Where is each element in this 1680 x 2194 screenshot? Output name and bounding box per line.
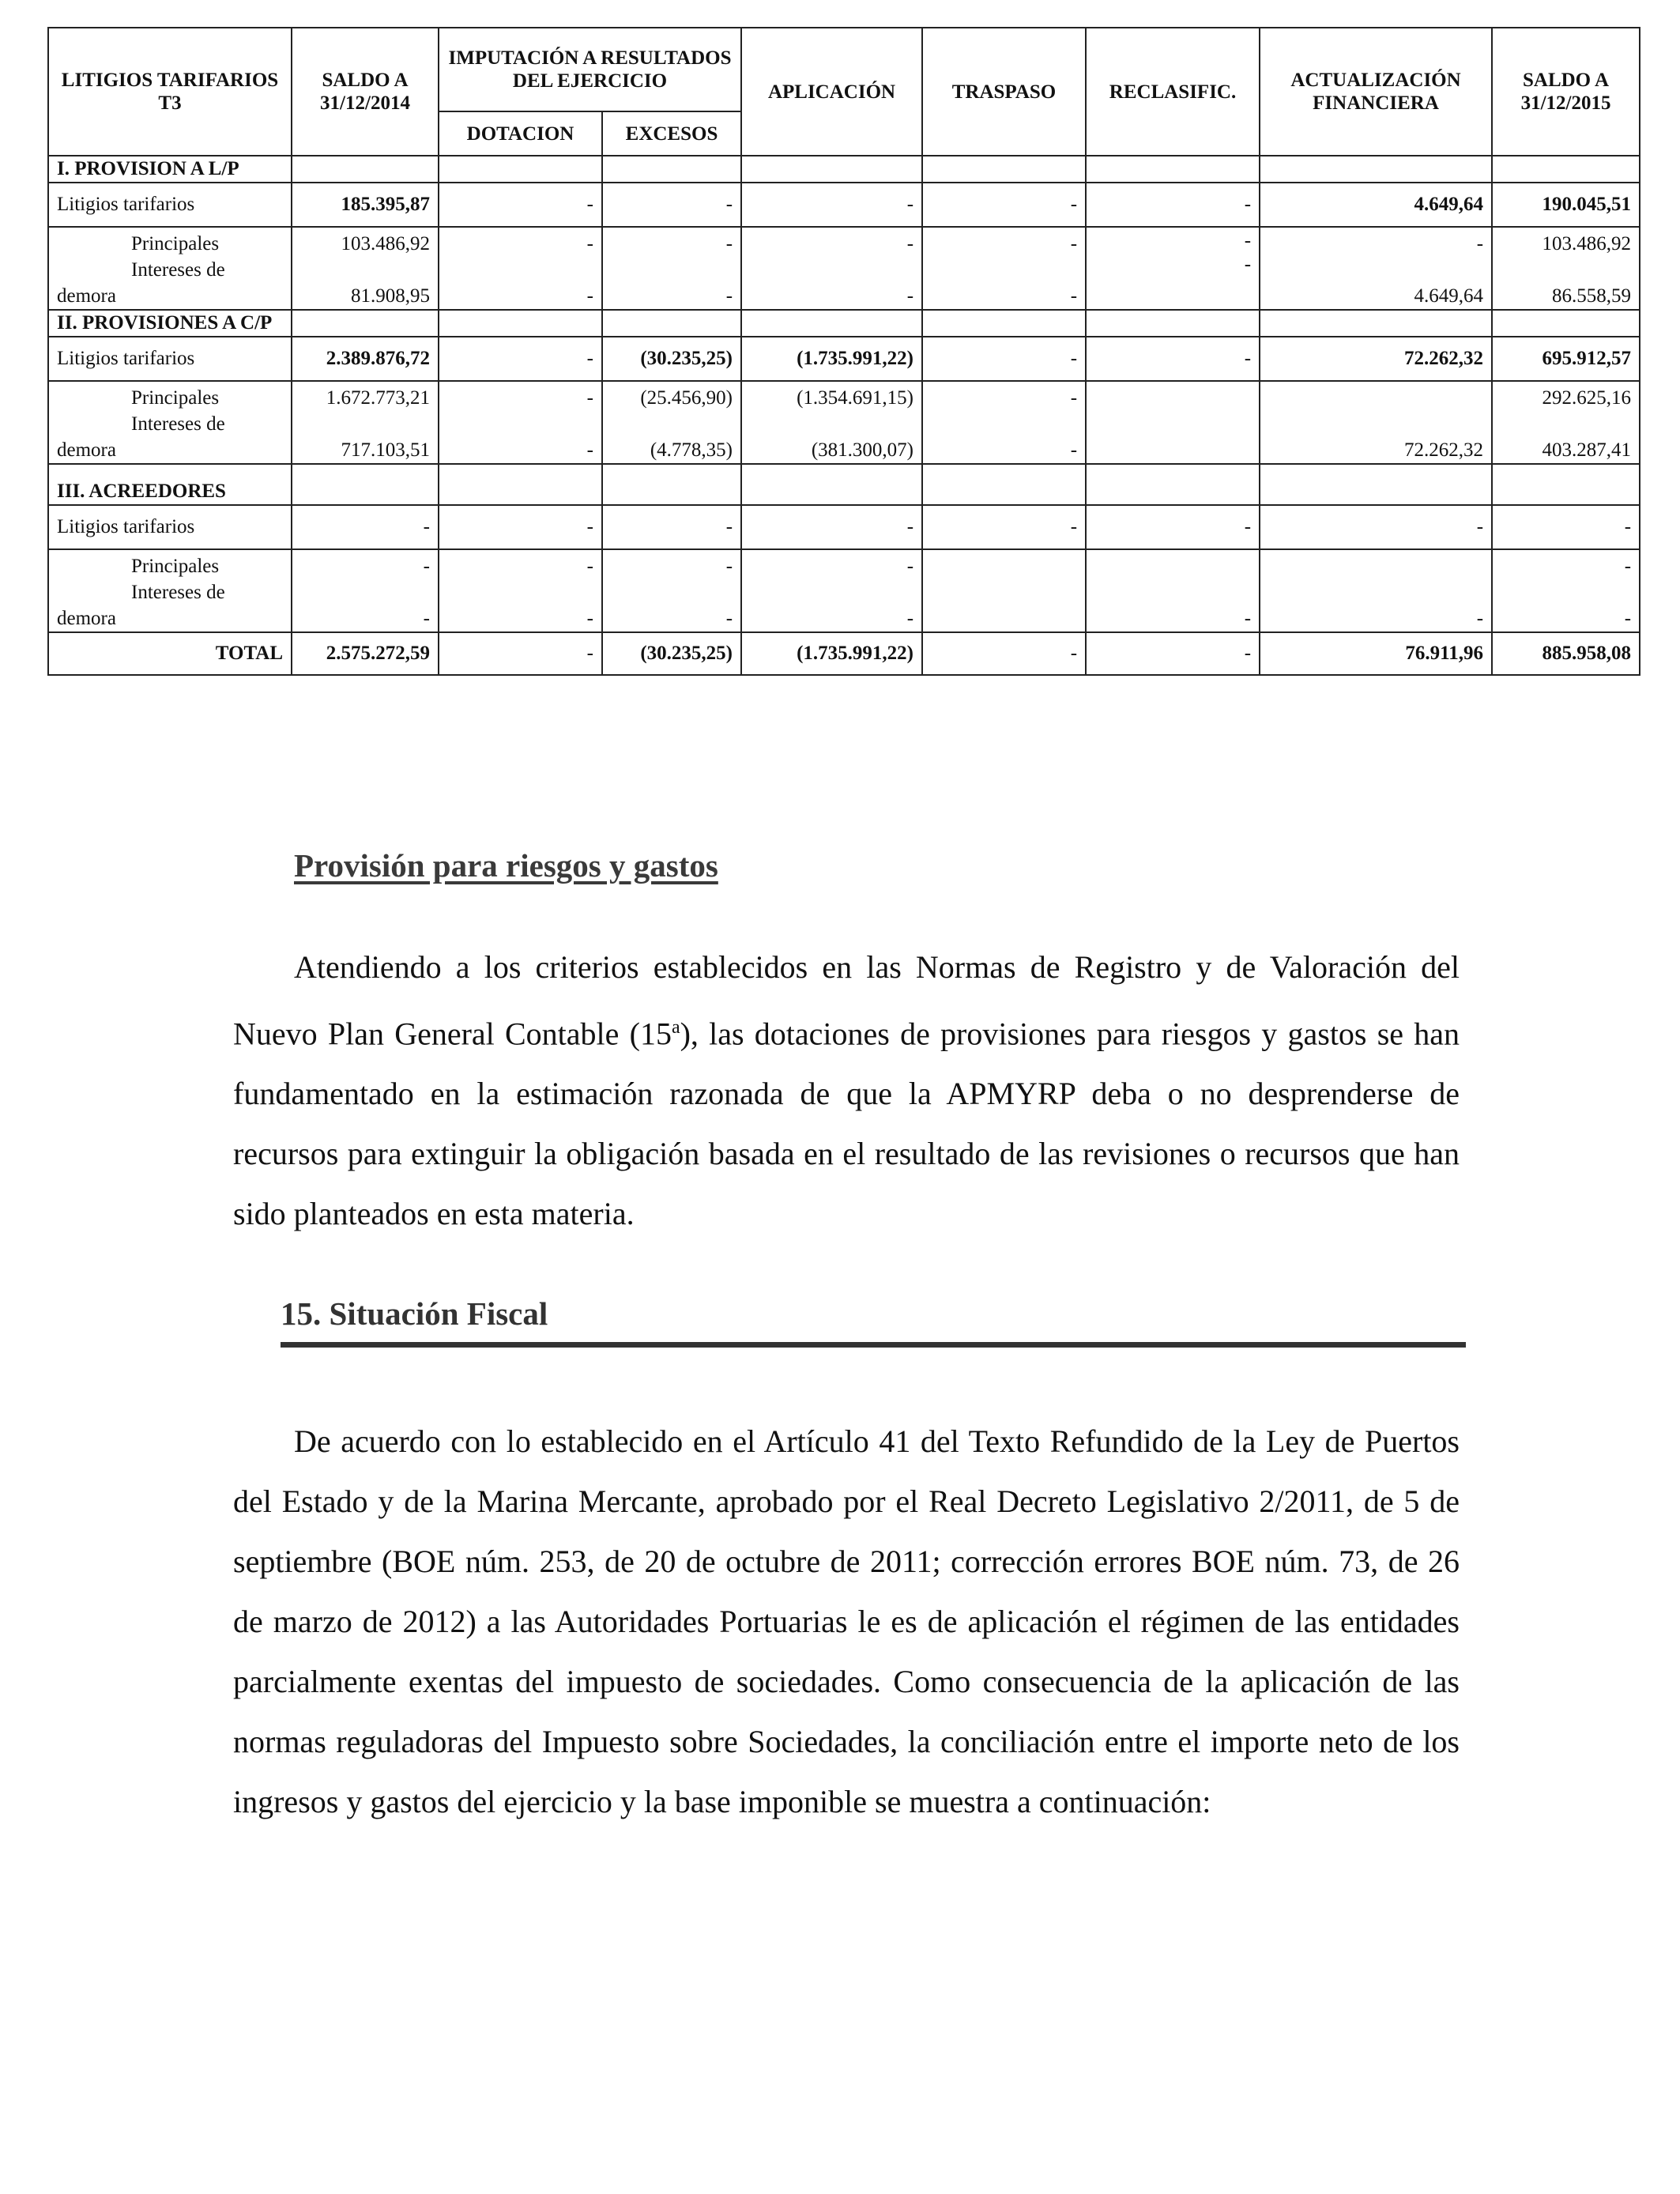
table-row — [48, 227, 1640, 310]
cell: - — [1492, 505, 1640, 549]
row-label-principales: Principales — [131, 233, 220, 254]
table-row — [48, 381, 1640, 464]
section-row — [48, 464, 1640, 505]
section-heading-provision: Provisión para riesgos y gastos — [294, 847, 718, 884]
cell: (1.735.991,22) — [741, 337, 922, 381]
cell: - — [922, 632, 1086, 675]
header-aplicacion: APLICACIÓN — [741, 28, 922, 156]
header-saldo-2014: SALDO A 31/12/2014 — [292, 28, 439, 156]
cell: 190.045,51 — [1492, 183, 1640, 227]
cell: - - — [439, 549, 602, 632]
cell: - - — [1492, 549, 1640, 632]
cell — [922, 549, 1086, 632]
cell: 72.262,32 — [1260, 381, 1492, 464]
header-saldo-2015: SALDO A 31/12/2015 — [1492, 28, 1640, 156]
cell: - — [1260, 549, 1492, 632]
cell: (1.735.991,22) — [741, 632, 922, 675]
cell: 2.389.876,72 — [292, 337, 439, 381]
paragraph-situacion-fiscal: De acuerdo con lo establecido en el Artículo 41 del Texto Refundido de la Ley de Puertos del Estado y de la Marina Mercante, aprobado por el Real Decreto Legislativo 2/2011, de 5 de septiembre (BOE núm. 253, de 20 de octubre de 2011; corrección errores BOE núm. 73, de 26 de marzo de 2012) a las Autoridades Portuarias le es de aplicación el régimen de las entidades parcialmente exentas del impuesto de sociedades. Como consecuencia de la aplicación de las normas reguladoras del Impuesto sobre Sociedades, la conciliación entre el importe neto de los ingresos y gastos del ejercicio y la base imponible se muestra a continuación: — [233, 1423, 1460, 1819]
cell: - — [602, 183, 741, 227]
provisions-table — [47, 27, 1640, 676]
row-label-intereses: Intereses de — [131, 259, 225, 281]
section-heading-situacion-fiscal: 15. Situación Fiscal — [281, 1295, 1466, 1348]
cell: - - — [292, 549, 439, 632]
header-reclasific: RECLASIFIC. — [1086, 28, 1260, 156]
cell: - — [1260, 505, 1492, 549]
table-row — [48, 505, 1640, 549]
cell: - - — [602, 227, 741, 310]
header-litigios: LITIGIOS TARIFARIOS T3 — [48, 28, 292, 156]
section-label: III. ACREEDORES — [48, 464, 292, 505]
cell: 185.395,87 — [292, 183, 439, 227]
cell: - - — [439, 381, 602, 464]
cell: - — [439, 183, 602, 227]
section-row — [48, 156, 1640, 183]
cell: - — [922, 183, 1086, 227]
cell: - - — [922, 381, 1086, 464]
row-label: Litigios tarifarios — [48, 337, 292, 381]
cell: - - — [1086, 227, 1260, 310]
cell: 1.672.773,21 717.103,51 — [292, 381, 439, 464]
cell: 695.912,57 — [1492, 337, 1640, 381]
header-excesos: EXCESOS — [602, 111, 741, 156]
cell: - — [439, 632, 602, 675]
cell: - — [439, 337, 602, 381]
table-row — [48, 183, 1640, 227]
cell: - - — [602, 549, 741, 632]
row-label: Principales Intereses de demora — [48, 549, 292, 632]
cell: 72.262,32 — [1260, 337, 1492, 381]
cell: - — [741, 505, 922, 549]
row-label-demora: demora — [57, 285, 116, 307]
cell: - — [1086, 505, 1260, 549]
row-label: Litigios tarifarios — [48, 505, 292, 549]
cell: - — [922, 337, 1086, 381]
cell: 292.625,16 403.287,41 — [1492, 381, 1640, 464]
cell: - — [292, 505, 439, 549]
total-label: TOTAL — [48, 632, 292, 675]
table-row — [48, 549, 1640, 632]
cell: - - — [741, 227, 922, 310]
header-actualizacion: ACTUALIZACIÓN FINANCIERA — [1260, 28, 1492, 156]
cell: (30.235,25) — [602, 632, 741, 675]
cell: - — [741, 183, 922, 227]
section-label: I. PROVISION A L/P — [48, 156, 292, 183]
cell: 2.575.272,59 — [292, 632, 439, 675]
total-row — [48, 632, 1640, 675]
row-label — [48, 227, 292, 310]
section-label: II. PROVISIONES A C/P — [48, 310, 292, 337]
header-imputacion: IMPUTACIÓN A RESULTADOS DEL EJERCICIO — [439, 28, 741, 111]
cell: (30.235,25) — [602, 337, 741, 381]
cell — [1086, 381, 1260, 464]
row-label: Principales Intereses de demora — [48, 381, 292, 464]
cell: - - — [922, 227, 1086, 310]
cell: - - — [439, 227, 602, 310]
cell: 4.649,64 — [1260, 183, 1492, 227]
paragraph-provision: Atendiendo a los criterios establecidos en las Normas de Registro y de Valoración del Nuevo Plan General Contable (15$^a$), las dotaciones de provisiones para riesgos y gastos se han fundamentado en la estimación razonada de que la APMYRP deba o no desprenderse de recursos para extinguir la obligación basada en el resultado de las revisiones o recursos que han sido planteados en esta materia. — [233, 949, 1460, 1232]
table-row — [48, 337, 1640, 381]
cell: - — [1086, 337, 1260, 381]
cell: - — [1086, 549, 1260, 632]
cell: - — [439, 505, 602, 549]
header-dotacion: DOTACION — [439, 111, 602, 156]
section-row — [48, 310, 1640, 337]
cell: 103.486,92 86.558,59 — [1492, 227, 1640, 310]
cell: - — [1086, 183, 1260, 227]
cell: (25.456,90) (4.778,35) — [602, 381, 741, 464]
row-label: Litigios tarifarios — [48, 183, 292, 227]
cell: 885.958,08 — [1492, 632, 1640, 675]
cell: - — [922, 505, 1086, 549]
cell: 76.911,96 — [1260, 632, 1492, 675]
cell: - — [602, 505, 741, 549]
cell: - — [1086, 632, 1260, 675]
cell: 103.486,92 81.908,95 — [292, 227, 439, 310]
cell: - 4.649,64 — [1260, 227, 1492, 310]
cell: (1.354.691,15) (381.300,07) — [741, 381, 922, 464]
header-traspaso: TRASPASO — [922, 28, 1086, 156]
cell: - - — [741, 549, 922, 632]
